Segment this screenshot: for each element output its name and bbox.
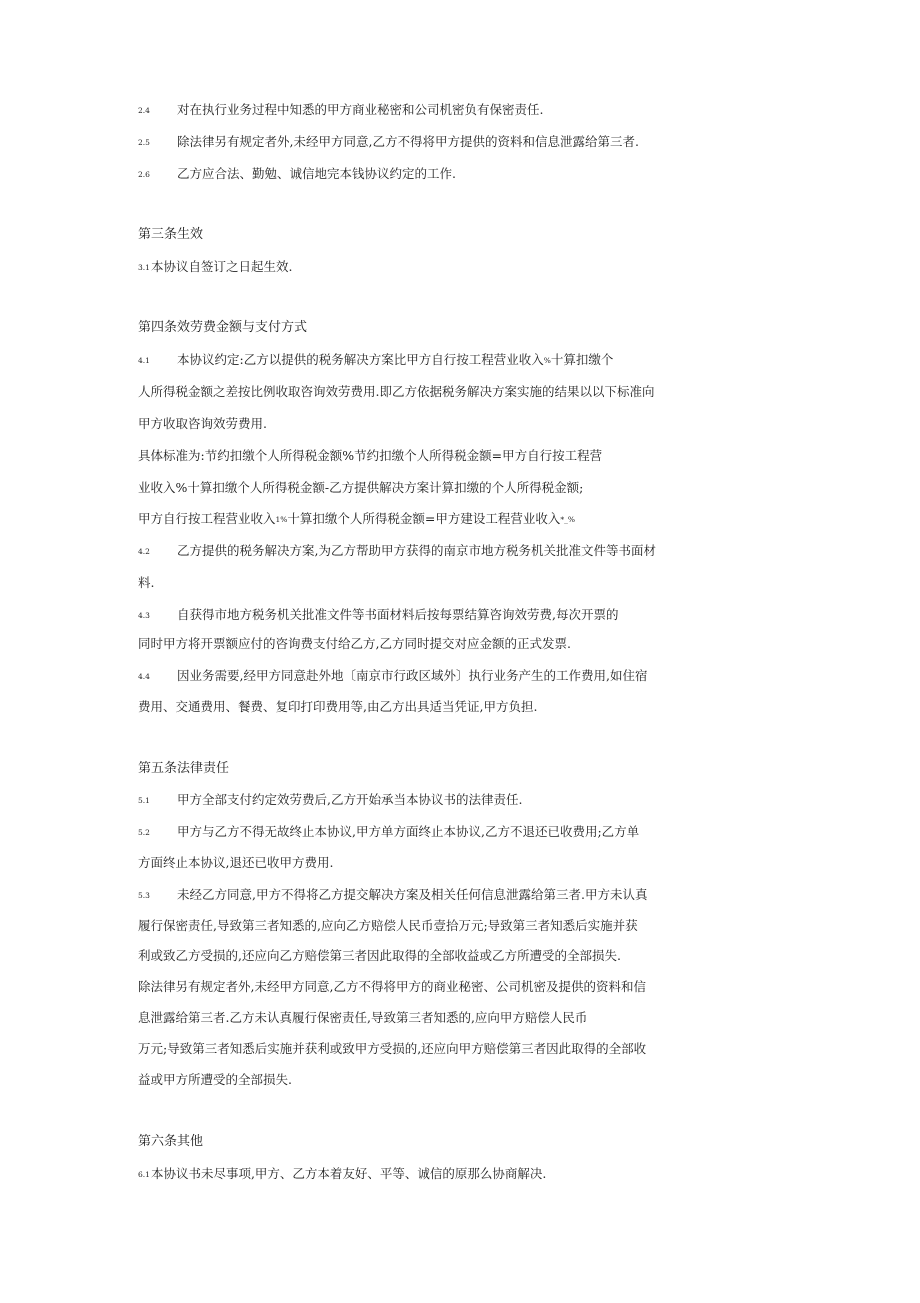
clause-5-2 (138, 824, 639, 841)
clause-text: 甲方与乙方不得无故终止本协议,甲方单方面终止本协议,乙方不退还已收费用;乙方单 (177, 824, 640, 839)
clause-5-4-line-1: 除法律另有规定者外,未经甲方同意,乙方不得将甲方的商业秘密、公司机密及提供的资料和信 (138, 979, 646, 994)
clause-5-3-line-3: 利或致乙方受损的,还应向乙方赔偿第三者因此取得的全部收益或乙方所遭受的全部损失. (138, 948, 621, 963)
section-heading-3: 第三条生效 (138, 227, 204, 242)
clause-3-1 (138, 259, 292, 276)
clause-text: 本协议约定:乙方以提供的税务解决方案比甲方自行按工程营业收入 (177, 352, 544, 367)
clause-5-4-line-4: 益或甲方所遭受的全部损失. (138, 1072, 292, 1087)
clause-5-2-line-2: 方面终止本协议,退还已收甲方费用. (138, 855, 334, 870)
section-heading-6: 第六条其他 (138, 1134, 204, 1149)
clause-4-1-line-3: 甲方收取咨询效劳费用. (138, 416, 267, 431)
clause-4-3 (138, 607, 618, 624)
clause-number: 3.1 (138, 263, 150, 272)
clause-number: 2.4 (138, 106, 150, 115)
clause-2-6 (138, 166, 456, 183)
section-heading-5: 第五条法律责任 (138, 761, 230, 776)
clause-4-1-line-2: 人所得税金额之差按比例收取咨询效劳费用.即乙方依据税务解决方案实施的结果以以下标准向 (138, 384, 655, 399)
clause-5-3 (138, 887, 647, 904)
standard-line-1: 具体标准为:节约扣缴个人所得税金额%节约扣缴个人所得税金额=甲方自行按工程营 (138, 448, 603, 463)
clause-number: 5.1 (138, 796, 150, 805)
clause-text: 乙方提供的税务解决方案,为乙方帮助甲方获得的南京市地方税务机关批准文件等书面材 (177, 543, 656, 558)
standard-text-b: 十算扣缴个人所得税金额=甲方建设工程营业收入 (287, 511, 561, 526)
clause-number: 5.2 (138, 828, 150, 837)
clause-2-4 (138, 102, 543, 119)
clause-number: 4.3 (138, 611, 150, 620)
clause-4-3-line-2: 同时甲方将开票额应付的咨询费支付给乙方,乙方同时提交对应金额的正式发票. (138, 636, 571, 651)
clause-number: 4.2 (138, 547, 150, 556)
clause-4-4 (138, 668, 647, 685)
clause-number: 2.6 (138, 170, 150, 179)
percent-mark: 1% (275, 515, 288, 524)
clause-text: 乙方应合法、勤勉、诚信地完本钱协议约定的工作. (177, 166, 456, 181)
clause-5-3-line-2: 履行保密责任,导致第三者知悉的,应向乙方赔偿人民币壹拾万元;导致第三者知悉后实施并获 (138, 918, 638, 933)
clause-4-1 (138, 352, 613, 369)
clause-number: 4.4 (138, 672, 150, 681)
clause-5-4-line-2: 息泄露给第三者.乙方未认真履行保密责任,导致第三者知悉的,应向甲方赔偿人民币 (138, 1010, 588, 1025)
percent-blank: *_% (560, 515, 576, 524)
clause-text: 自获得市地方税务机关批准文件等书面材料后按每票结算咨询效劳费,每次开票的 (177, 607, 619, 622)
clause-text: 对在执行业务过程中知悉的甲方商业秘密和公司机密负有保密责任. (177, 102, 544, 117)
percent-mark: % (543, 356, 551, 365)
clause-5-4-line-3: 万元;导致第三者知悉后实施并获利或致甲方受损的,还应向甲方赔偿第三者因此取得的全部收 (138, 1041, 647, 1056)
clause-6-1 (138, 1166, 546, 1183)
clause-text: 未经乙方同意,甲方不得将乙方提交解决方案及相关任何信息泄露给第三者.甲方未认真 (177, 887, 648, 902)
clause-text: 本协议书未尽事项,甲方、乙方本着友好、平等、诚信的原那么协商解决. (150, 1166, 547, 1181)
clause-text: 本协议自签订之日起生效. (150, 259, 293, 274)
clause-number: 2.5 (138, 138, 150, 147)
clause-text: 除法律另有规定者外,未经甲方同意,乙方不得将甲方提供的资料和信息泄露给第三者. (177, 134, 639, 149)
clause-text: 因业务需要,经甲方同意赴外地〔南京市行政区域外〕执行业务产生的工作费用,如住宿 (177, 668, 648, 683)
clause-number: 5.3 (138, 891, 150, 900)
clause-number: 6.1 (138, 1170, 150, 1179)
clause-5-1 (138, 792, 522, 809)
clause-4-2 (138, 543, 656, 560)
clause-4-2-line-2: 料. (138, 575, 155, 590)
clause-text: 甲方全部支付约定效劳费后,乙方开始承当本协议书的法律责任. (177, 792, 523, 807)
clause-4-4-line-2: 费用、交通费用、餐费、复印打印费用等,由乙方出具适当凭证,甲方负担. (138, 699, 538, 714)
standard-line-2: 业收入%十算扣缴个人所得税金额-乙方提供解决方案计算扣缴的个人所得税金额; (138, 480, 584, 495)
clause-2-5 (138, 134, 639, 151)
section-heading-4: 第四条效劳费金额与支付方式 (138, 320, 308, 335)
standard-text-a: 甲方自行按工程营业收入 (138, 511, 276, 526)
clause-text-end: 十算扣缴个 (550, 352, 614, 367)
standard-line-3 (138, 511, 575, 528)
clause-number: 4.1 (138, 356, 150, 365)
